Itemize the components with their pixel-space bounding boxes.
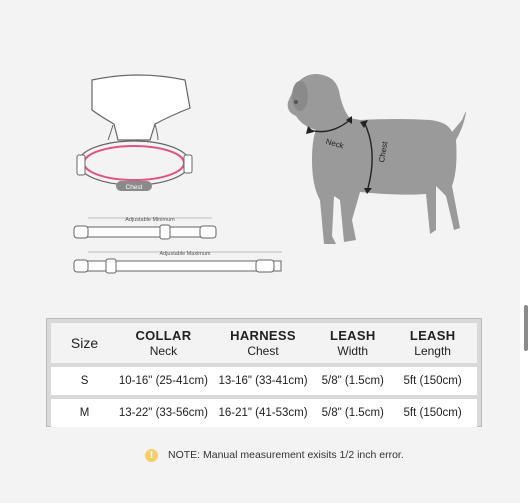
note-text: NOTE: Manual measurement exisits 1/2 inch error. xyxy=(168,449,404,461)
collar-minimum-drawing xyxy=(74,217,216,239)
row-collar: 13-22" (33-56cm) xyxy=(118,407,208,419)
harness-drawing xyxy=(77,75,192,191)
row-harness: 16-21" (41-53cm) xyxy=(218,407,308,419)
row-leash-length: 5ft (150cm) xyxy=(403,407,462,419)
row-harness: 13-16" (33-41cm) xyxy=(218,375,308,387)
row-size: M xyxy=(79,407,90,419)
header-leash-length xyxy=(388,328,477,358)
header-collar xyxy=(118,328,209,358)
header-collar-title: COLLAR xyxy=(135,328,192,343)
row-leash-width: 5/8" (1.5cm) xyxy=(321,375,384,387)
header-length-title: LEASH xyxy=(409,328,456,343)
header-collar-sub: Neck xyxy=(149,344,178,358)
table-row xyxy=(51,367,477,395)
header-harness-sub: Chest xyxy=(247,344,279,358)
header-harness xyxy=(209,328,317,358)
header-length-sub: Length xyxy=(414,344,451,358)
measurement-note xyxy=(145,447,404,463)
harness-chest-tag: Chest xyxy=(125,184,143,191)
row-size: S xyxy=(80,375,89,387)
scrollbar[interactable] xyxy=(520,0,530,503)
table-row xyxy=(51,399,477,427)
table-header-row xyxy=(51,323,477,363)
adjustable-minimum-label: Adjustable Minimum xyxy=(125,217,175,223)
chest-label: Chest xyxy=(377,140,390,164)
exclamation-icon: ! xyxy=(145,449,158,462)
adjustable-maximum-label: Adjustable Maximum xyxy=(159,251,211,257)
scrollbar-thumb[interactable] xyxy=(524,305,528,351)
header-leash-title: LEASH xyxy=(329,328,376,343)
collar-maximum-drawing xyxy=(74,251,282,273)
header-leash-width xyxy=(317,328,388,358)
header-size: Size xyxy=(70,335,99,351)
row-collar: 10-16" (25-41cm) xyxy=(118,375,208,387)
row-leash-length: 5ft (150cm) xyxy=(403,375,462,387)
row-leash-width: 5/8" (1.5cm) xyxy=(321,407,384,419)
neck-label: Neck xyxy=(324,137,345,151)
header-leash-sub: Width xyxy=(337,344,369,358)
header-harness-title: HARNESS xyxy=(230,328,296,343)
size-chart-table xyxy=(46,318,482,427)
